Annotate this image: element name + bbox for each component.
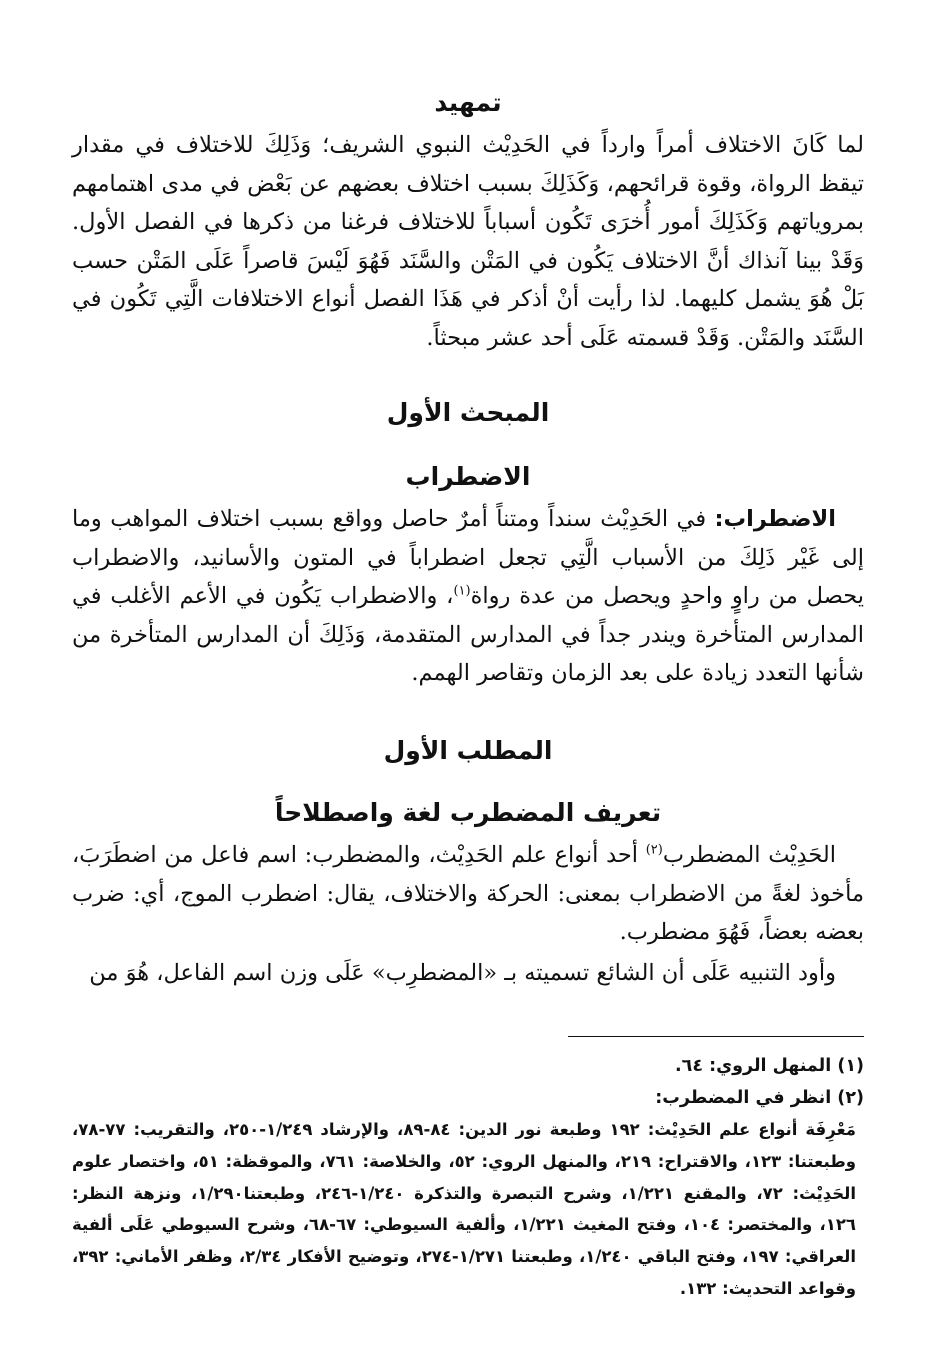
footnote-ref-1: (١)	[453, 583, 471, 599]
footnote-2-intro: (٢) انظر في المضطرب:	[655, 1088, 864, 1108]
footnote-ref-2: (٢)	[645, 842, 663, 858]
idtirab-paragraph-block	[72, 500, 864, 693]
heading-subtopic-definition: تعريف المضطرب لغة واصطلاحاً	[274, 798, 662, 827]
idtirab-paragraph	[72, 500, 864, 693]
intro-paragraph: لما كَانَ الاختلاف أمراً وارداً في الحَدِيْث النبوي الشريف؛ وَذَلِكَ للاختلاف في مقدار تيقظ الرواة، وقوة قرائحهم، وَكَذَلِكَ بسبب اختلاف بعضهم عن بَعْض في مدى اهتمامهم بمروياتهم وَكَذَلِكَ أمور أُخرَى تَكُون أسباباً للاختلاف فرغنا من ذكرها في الفصل الأول. وَقَدْ بينا آنذاك أنَّ الاختلاف يَكُون في المَتْن والسَّنَد فَهُوَ لَيْسَ قاصراً عَلَى المَتْن حسب بَلْ هُوَ يشمل كليهما. لذا رأيت أنْ أذكر في هَذَا الفصل أنواع الاختلافات الَّتِي تَكُون في السَّنَد والمَتْن. وَقَدْ قسمته عَلَى أحد عشر مبحثاً.	[72, 132, 864, 351]
intro-paragraph-block	[72, 126, 864, 358]
definition-paragraph	[72, 836, 864, 952]
closing-paragraph: وأود التنبيه عَلَى أن الشائع تسميته بـ «المضطرِب» عَلَى وزن اسم الفاعل، هُوَ من	[89, 959, 836, 986]
heading-intro: تمهيد	[434, 88, 502, 117]
heading-topic-idtirab: الاضطراب	[405, 462, 531, 491]
definition-paragraph-block	[72, 836, 864, 992]
footnote-1: (١) المنهل الروي: ٦٤.	[675, 1056, 864, 1076]
footnotes-block	[72, 1050, 864, 1305]
idtirab-lead-term: الاضطراب:	[714, 506, 836, 532]
idtirab-text-2: ، والاضطراب يَكُون في الأعم الأغلب في المدارس المتأخرة ويندر جداً في المدارس المتقدمة، وَذَلِكَ أن المدارس المتأخرة من شأنها التعدد زيادة على بعد الزمان وتقاصر الهمم.	[72, 583, 864, 687]
footnote-2-list: مَعْرِفَة أنواع علم الحَدِيْث: ١٩٢ وطبعة نور الدين: ٨٤-٨٩، والإرشاد ١/٢٤٩-٢٥٠، والتقريب: ٧٧-٧٨، وطبعتنا: ١٢٣، والاقتراح: ٢١٩، والمنهل الروي: ٥٢، والخلاصة: ٧٦١، والموقظة: ٥١، واختصار علوم الحَدِيْث: ٧٢، والمقنع ١/٢٢١، وشرح التبصرة والتذكرة ١/٢٤٠-٢٤٦، وطبعتنا١/٢٩٠، ونزهة النظر: ١٢٦، والمختصر: ١٠٤، وفتح المغيث ١/٢٢١، وألفية السيوطي: ٦٧-٦٨، وشرح السيوطي عَلَى ألفية العراقي: ١٩٧، وفتح الباقي ١/٢٤٠، وطبعتنا ١/٢٧١-٢٧٤، وتوضيح الأفكار ٢/٣٤، وظفر الأماني: ٣٩٢، وقواعد التحديث: ١٣٢.	[72, 1120, 857, 1298]
footnote-separator	[568, 1036, 864, 1037]
heading-subsection-1: المطلب الأول	[383, 736, 553, 765]
definition-text-2: أحد أنواع علم الحَدِيْث، والمضطرب: اسم فاعل من اضطَرَبَ، مأخوذ لغةً من الاضطراب بمعنى: الحركة والاختلاف، يقال: اضطرب الموج، أي: ضرب بعضه بعضاً، فَهُوَ مضطرب.	[72, 842, 864, 946]
heading-section-1: المبحث الأول	[386, 398, 550, 427]
idtirab-text-1: في الحَدِيْث سنداً ومتناً أمرٌ حاصل وواقع بسبب اختلاف المواهب وما إلى غَيْر ذَلِكَ من الأسباب الَّتِي تجعل اضطراباً في المتون والأسانيد، والاضطراب يحصل من راوٍ واحدٍ ويحصل من عدة رواة	[72, 506, 865, 610]
definition-text-1: الحَدِيْث المضطرب	[662, 842, 836, 868]
